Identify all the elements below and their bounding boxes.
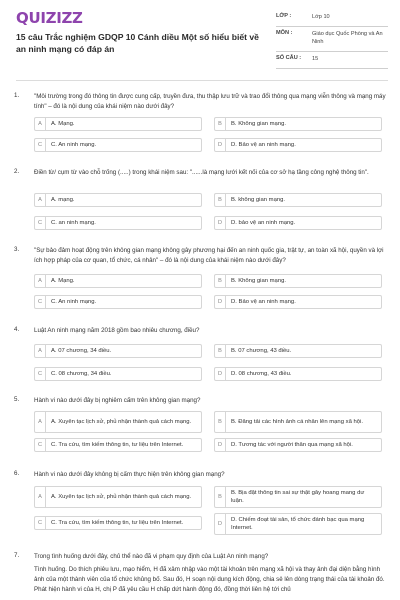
option-a[interactable] [34,117,202,131]
option-text: A. Mạng. [51,278,75,284]
option-text: C. An ninh mạng. [51,142,97,148]
option-letter: C [35,368,46,380]
option-text: C. An ninh mạng. [51,299,97,305]
option-letter: B [215,487,226,507]
question-number: 5. [14,396,20,403]
option-b[interactable] [214,274,382,288]
option-text: C. an ninh mạng. [51,220,96,226]
option-a[interactable] [34,486,202,508]
question-text: Luật An ninh mạng năm 2018 gồm bao nhiêu chương, điều? [34,327,200,334]
option-text: A. Mạng. [51,121,75,127]
worksheet-header [0,0,400,78]
meta-value: Lớp 10 [312,14,330,20]
option-a[interactable] [34,274,202,288]
option-letter: D [215,368,226,380]
option-c[interactable] [34,216,202,230]
option-text: D. bảo vệ an ninh mạng. [231,220,296,226]
option-c[interactable] [34,295,202,309]
option-text: C. 08 chương, 34 điều. [51,371,112,377]
option-text: A. Xuyên tạc lịch sử, phủ nhận thành quả cách mạng. [51,494,192,500]
option-d[interactable] [214,438,382,452]
question-number: 4. [14,326,20,333]
question-text: "Môi trường trong đó thông tin được cung cấp, truyền đưa, thu thập lưu trữ và trao đổi thông qua mạng viễn thông và mạng máy tính" – đó là nội dung của khái niệm nào dưới đây? [34,93,386,110]
option-text: B. Bịa đặt thông tin sai sự thật gây hoang mang dư luận. [231,490,365,504]
option-letter: B [215,194,226,206]
header-divider [16,80,388,81]
option-letter: B [215,345,226,357]
meta-key: SỐ CÂU : [276,55,302,61]
option-c[interactable] [34,138,202,152]
option-letter: A [35,345,46,357]
question-number: 6. [14,470,20,477]
option-a[interactable] [34,411,202,433]
question-number: 1. [14,92,20,99]
option-d[interactable] [214,513,382,535]
worksheet-title: 15 câu Trắc nghiệm GDQP 10 Cánh diều Một số hiểu biết về an ninh mạng có đáp án [16,32,259,54]
option-letter: A [35,412,46,432]
meta-value: Giáo dục Quốc Phòng và An Ninh [312,31,383,45]
option-a[interactable] [34,193,202,207]
option-text: D. 08 chương, 43 điều. [231,371,292,377]
option-d[interactable] [214,216,382,230]
question-text: Hành vi nào dưới đây không bị cấm thực hiện trên không gian mạng? [34,471,225,478]
option-b[interactable] [214,117,382,131]
option-letter: A [35,118,46,130]
option-text: B. 07 chương, 43 điều. [231,348,292,354]
option-letter: D [215,514,226,534]
option-text: A. Xuyên tạc lịch sử, phủ nhận thành quả cách mạng. [51,419,192,425]
option-d[interactable] [214,138,382,152]
meta-row-subject [276,27,388,52]
option-text: B. Không gian mạng. [231,278,287,284]
option-b[interactable] [214,193,382,207]
meta-row-class [276,10,388,27]
option-a[interactable] [34,344,202,358]
option-d[interactable] [214,295,382,309]
option-letter: D [215,296,226,308]
option-letter: D [215,439,226,451]
option-text: C. Tra cứu, tìm kiếm thông tin, tư liệu trên Internet. [51,520,184,526]
option-letter: B [215,118,226,130]
option-c[interactable] [34,516,202,530]
option-letter: C [35,217,46,229]
option-letter: B [215,275,226,287]
option-text: B. Không gian mạng. [231,121,287,127]
option-c[interactable] [34,367,202,381]
question-text: Trong tình huống dưới đây, chủ thể nào đã vi phạm quy định của Luật An ninh mạng? [34,553,269,560]
meta-key: MÔN : [276,30,293,36]
meta-key: LỚP : [276,13,292,19]
option-c[interactable] [34,438,202,452]
option-letter: D [215,139,226,151]
option-text: B. Đăng tải các hình ảnh cá nhân lên mạng xã hội. [231,419,363,425]
option-letter: C [35,517,46,529]
option-b[interactable] [214,486,382,508]
option-d[interactable] [214,367,382,381]
option-letter: C [35,296,46,308]
question-text: "Sự bảo đảm hoạt động trên không gian mạng không gây phương hại đến an ninh quốc gia, trật tự, an toàn xã hội, quyền và lợi ích hợp pháp của cơ quan, tổ chức, cá nhân" – đó là nội dung của khái niệm nào dưới đây? [34,247,384,264]
quizizz-logo: QUIZIZZ [16,9,83,27]
option-letter: A [35,275,46,287]
option-text: D. Chiếm đoạt tài sản, tổ chức đánh bạc qua mạng Internet. [231,517,365,531]
question-body: Tình huống. Do thích phiêu lưu, mạo hiểm, H đã xâm nhập vào một tài khoản trên mạng xã hội và thay ảnh đại diện bằng hình ảnh của một thành viên của tổ chức khủng bố. Sau đó, H soạn nội dung kích động, chia sẻ lên dòng trạng thái của tài khoản đó. Phát hiện hành vi của H, chị P đã yêu cầu H chấp dứt hành động đó, đồng thời liên hệ tới chủ [34,566,385,593]
option-text: D. Bảo vệ an ninh mạng. [231,299,296,305]
option-text: D. Tương tác với người thân qua mạng xã hội. [231,442,353,448]
worksheet-meta [276,10,388,69]
option-text: B. không gian mạng. [231,197,286,203]
option-b[interactable] [214,411,382,433]
option-letter: A [35,487,46,507]
option-b[interactable] [214,344,382,358]
meta-value: 15 [312,56,319,62]
option-text: C. Tra cứu, tìm kiếm thông tin, tư liệu trên Internet. [51,442,184,448]
question-number: 2. [14,168,20,175]
option-text: D. Bảo vệ an ninh mạng. [231,142,296,148]
question-number: 3. [14,246,20,253]
question-number: 7. [14,552,20,559]
option-text: A. 07 chương, 34 điều. [51,348,112,354]
option-letter: C [35,439,46,451]
option-text: A. mạng. [51,197,75,203]
option-letter: C [35,139,46,151]
option-letter: B [215,412,226,432]
option-letter: D [215,217,226,229]
meta-row-count [276,52,388,69]
question-text: Hành vi nào dưới đây bị nghiêm cấm trên không gian mạng? [34,397,201,404]
question-text: Điền từ/ cụm từ vào chỗ trống (.....) trong khái niệm sau: "......là mạng lưới kết nối của cơ sở hạ tầng công nghệ thông tin". [34,169,369,176]
option-letter: A [35,194,46,206]
